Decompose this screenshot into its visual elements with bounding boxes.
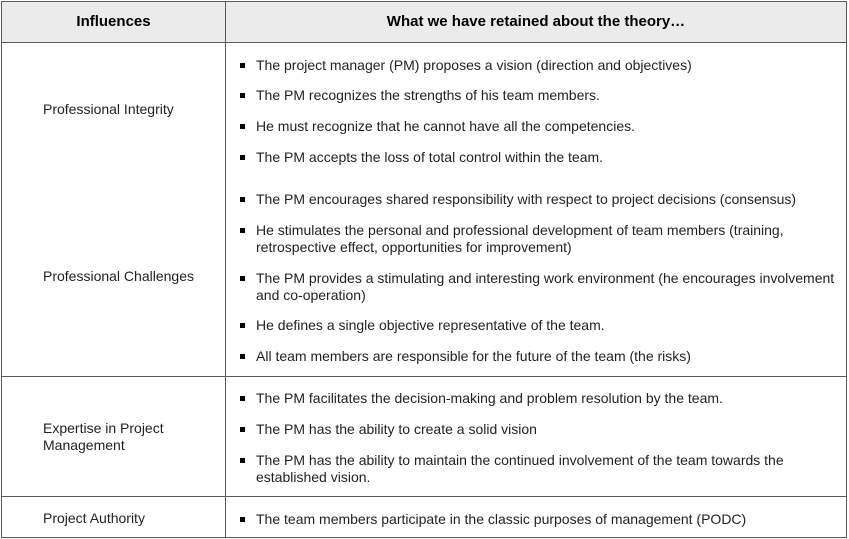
bullet-square-icon xyxy=(240,124,245,129)
list-item xyxy=(240,317,836,334)
list-item-text: He stimulates the personal and professional development of team members (training, retrospective effect, opportunities for improvement) xyxy=(256,222,784,255)
bullet-square-icon xyxy=(240,323,245,328)
influence-project-authority: Project Authority xyxy=(43,510,145,526)
bullet-square-icon xyxy=(240,93,245,98)
bullet-square-icon xyxy=(240,396,245,401)
list-item-text: The PM has the ability to create a solid vision xyxy=(256,421,537,437)
list-item-text: The PM accepts the loss of total control within the team. xyxy=(256,149,604,165)
list-item xyxy=(240,511,836,528)
bullet-square-icon xyxy=(240,228,245,233)
list-item xyxy=(240,270,836,304)
list-item xyxy=(240,191,836,208)
influence-expertise-project-management: Expertise in Project Management xyxy=(43,420,164,453)
list-item-text: The PM encourages shared responsibility with respect to project decisions (consensus) xyxy=(256,191,797,207)
list-item-text: The team members participate in the classic purposes of management (PODC) xyxy=(256,511,747,527)
bullet-square-icon xyxy=(240,427,245,432)
list-item xyxy=(240,348,836,365)
list-item-text: The PM facilitates the decision-making and problem resolution by the team. xyxy=(256,390,723,406)
list-item-text: The project manager (PM) proposes a vision (direction and objectives) xyxy=(256,57,692,73)
header-influences: Influences xyxy=(76,13,151,30)
list-item-text: The PM provides a stimulating and interesting work environment (he encourages involvement and co-operation) xyxy=(256,270,835,303)
bullet-square-icon xyxy=(240,155,245,160)
list-item-text: The PM has the ability to maintain the continued involvement of the team towards the established vision. xyxy=(256,452,784,485)
header-theory: What we have retained about the theory… xyxy=(386,13,686,30)
bullet-square-icon xyxy=(240,197,245,202)
list-item xyxy=(240,222,836,256)
influences-table xyxy=(1,1,847,538)
row-divider xyxy=(2,376,846,377)
bullet-square-icon xyxy=(240,517,245,522)
list-item xyxy=(240,118,836,135)
list-item-text: He defines a single objective representative of the team. xyxy=(256,317,605,333)
list-item xyxy=(240,390,836,407)
table-header xyxy=(2,2,846,43)
row-divider xyxy=(2,496,846,497)
list-item-text: The PM recognizes the strengths of his team members. xyxy=(256,87,600,103)
list-item xyxy=(240,57,836,74)
list-item-text: All team members are responsible for the future of the team (the risks) xyxy=(256,348,691,364)
list-item xyxy=(240,87,836,104)
list-item-text: He must recognize that he cannot have all the competencies. xyxy=(256,118,635,134)
influence-professional-integrity: Professional Integrity xyxy=(43,101,174,117)
influence-professional-challenges: Professional Challenges xyxy=(43,268,194,284)
column-divider xyxy=(225,2,226,537)
bullet-square-icon xyxy=(240,354,245,359)
bullet-square-icon xyxy=(240,63,245,68)
bullet-square-icon xyxy=(240,458,245,463)
bullet-square-icon xyxy=(240,276,245,281)
list-item xyxy=(240,421,836,438)
list-item xyxy=(240,149,836,166)
list-item xyxy=(240,452,836,486)
